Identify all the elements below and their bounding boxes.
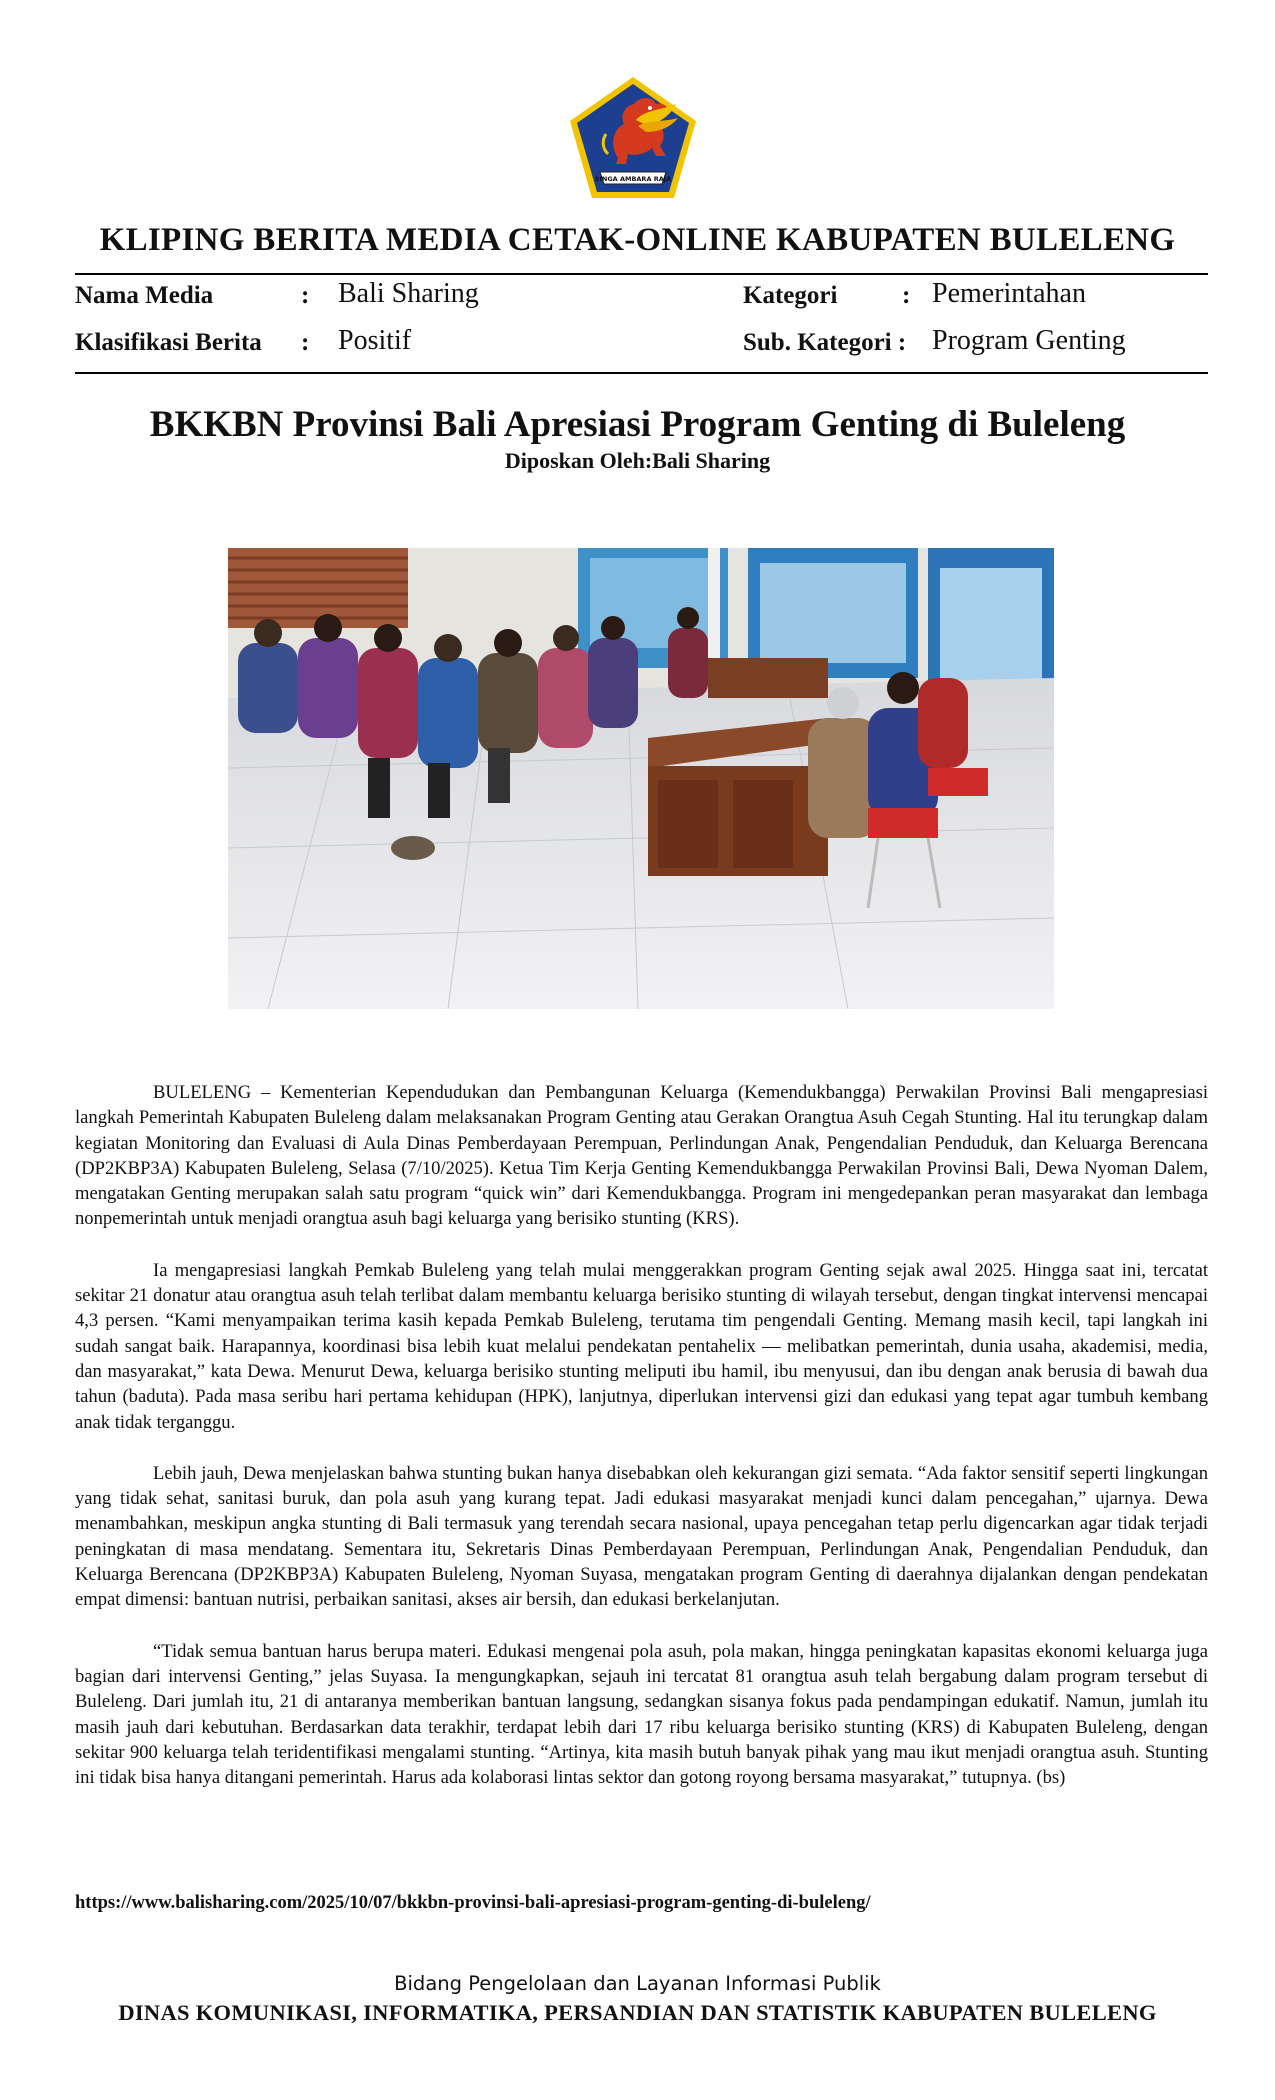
colon: : xyxy=(902,282,911,309)
source-url-link[interactable]: https://www.balisharing.com/2025/10/07/bkkbn-provinsi-bali-apresiasi-program-genting-di-buleleng/ xyxy=(75,1893,871,1913)
header-divider xyxy=(75,273,1208,275)
kategori-label: Kategori xyxy=(743,282,838,309)
klasifikasi-label: Klasifikasi Berita xyxy=(75,329,262,356)
article-paragraph-4: “Tidak semua bantuan harus berupa materi. Edukasi mengenai pola asuh, pola makan, hingga peningkatan kapasitas ekonomi keluarga juga bagian dari intervensi Genting,” jelas Suyasa. Ia mengungkapkan, sejauh ini tercatat 81 orangtua asuh telah bergabung dalam program tersebut di Buleleng. Dari jumlah itu, 21 di antaranya memberikan bantuan langsung, sedangkan sisanya fokus pada pendampingan edukatif. Namun, jumlah itu masih jauh dari kebutuhan. Berdasarkan data terakhir, terdapat lebih dari 17 ribu keluarga berisiko stunting (KRS) di Kabupaten Buleleng, dengan sekitar 900 keluarga telah teridentifikasi mengalami stunting. “Artinya, kita masih butuh banyak pihak yang mau ikut menjadi orangtua asuh. Stunting ini tidak bisa hanya ditangani pemerintah. Harus ada kolaborasi lintas sektor dan gotong royong bersama masyarakat,” tutupnya. (bs) xyxy=(75,1640,1208,1789)
footer-agency: DINAS KOMUNIKASI, INFORMATIKA, PERSANDIAN DAN STATISTIK KABUPATEN BULELENG xyxy=(118,2000,1157,2025)
document-title: KLIPING BERITA MEDIA CETAK-ONLINE KABUPATEN BULELENG xyxy=(99,222,1176,258)
media-value: Bali Sharing xyxy=(338,278,479,309)
subkategori-value: Program Genting xyxy=(932,325,1126,356)
meta-divider xyxy=(75,372,1208,374)
klasifikasi-value: Positif xyxy=(338,325,412,356)
subkategori-label: Sub. Kategori : xyxy=(743,329,907,356)
svg-text:SINGA AMBARA RAJA: SINGA AMBARA RAJA xyxy=(594,175,672,183)
article-paragraph-2: Ia mengapresiasi langkah Pemkab Buleleng yang telah mulai menggerakkan program Genting sejak awal 2025. Hingga saat ini, tercatat sekitar 21 donatur atau orangtua asuh telah terlibat dalam membantu keluarga berisiko stunting di wilayah tersebut, dengan tingkat intervensi mencapai 4,3 persen. “Kami menyampaikan terima kasih kepada Pemkab Buleleng, terutama tim pengendali Genting. Memang masih kecil, tapi langkah ini sudah sangat baik. Harapannya, koordinasi bisa lebih kuat melalui pendekatan pentahelix — melibatkan pemerintah, dunia usaha, akademisi, media, dan masyarakat,” kata Dewa. Menurut Dewa, keluarga berisiko stunting meliputi ibu hamil, ibu menyusui, dan ibu dengan anak berusia di bawah dua tahun (baduta). Pada masa seribu hari pertama kehidupan (HPK), lanjutnya, diperlukan intervensi gizi dan edukasi yang tepat agar tumbuh kembang anak tidak terganggu. xyxy=(75,1259,1208,1433)
meeting-hall-photo xyxy=(228,548,1054,1009)
colon: : xyxy=(301,329,310,356)
kategori-value: Pemerintahan xyxy=(932,278,1086,309)
article-byline: Diposkan Oleh:Bali Sharing xyxy=(504,448,771,473)
footer-division: Bidang Pengelolaan dan Layanan Informasi Publik xyxy=(394,1972,881,1995)
article-paragraph-3: Lebih jauh, Dewa menjelaskan bahwa stunting bukan hanya disebabkan oleh kekurangan gizi semata. “Ada faktor sensitif seperti lingkungan yang tidak sehat, sanitasi buruk, dan pola asuh yang kurang tepat. Jadi edukasi masyarakat menjadi kunci dalam pencegahan,” ujarnya. Dewa menambahkan, meskipun angka stunting di Bali termasuk yang terendah secara nasional, upaya pencegahan tetap perlu digencarkan agar tidak terjadi peningkatan di masa mendatang. Sementara itu, Sekretaris Dinas Pemberdayaan Perempuan, Perlindungan Anak, Pengendalian Penduduk, dan Keluarga Berencana (DP2KBP3A) Kabupaten Buleleng, Nyoman Suyasa, mengatakan program Genting di daerahnya dijalankan dengan pendekatan empat dimensi: bantuan nutrisi, perbaikan sanitasi, akses air bersih, dan edukasi berkelanjutan. xyxy=(75,1462,1208,1611)
article-headline: BKKBN Provinsi Bali Apresiasi Program Genting di Buleleng xyxy=(149,404,1126,445)
media-label: Nama Media xyxy=(75,282,214,309)
colon: : xyxy=(301,282,310,309)
article-body xyxy=(75,1080,1208,1816)
buleleng-regency-crest-icon xyxy=(566,74,700,202)
article-paragraph-1: BULELENG – Kementerian Kependudukan dan Pembangunan Keluarga (Kemendukbangga) Perwakilan Provinsi Bali mengapresiasi langkah Pemerintah Kabupaten Buleleng dalam melaksanakan Program Genting atau Gerakan Orangtua Asuh Cegah Stunting. Hal itu terungkap dalam kegiatan Monitoring dan Evaluasi di Aula Dinas Pemberdayaan Perempuan, Perlindungan Anak, Pengendalian Penduduk, dan Keluarga Berencana (DP2KBP3A) Kabupaten Buleleng, Selasa (7/10/2025). Ketua Tim Kerja Genting Kemendukbangga Perwakilan Provinsi Bali, Dewa Nyoman Dalem, mengatakan Genting merupakan salah satu program “quick win” dari Kemendukbangga. Program ini mengedepankan peran masyarakat dan lembaga nonpemerintah untuk menjadi orangtua asuh bagi keluarga yang berisiko stunting (KRS). xyxy=(75,1082,1208,1230)
